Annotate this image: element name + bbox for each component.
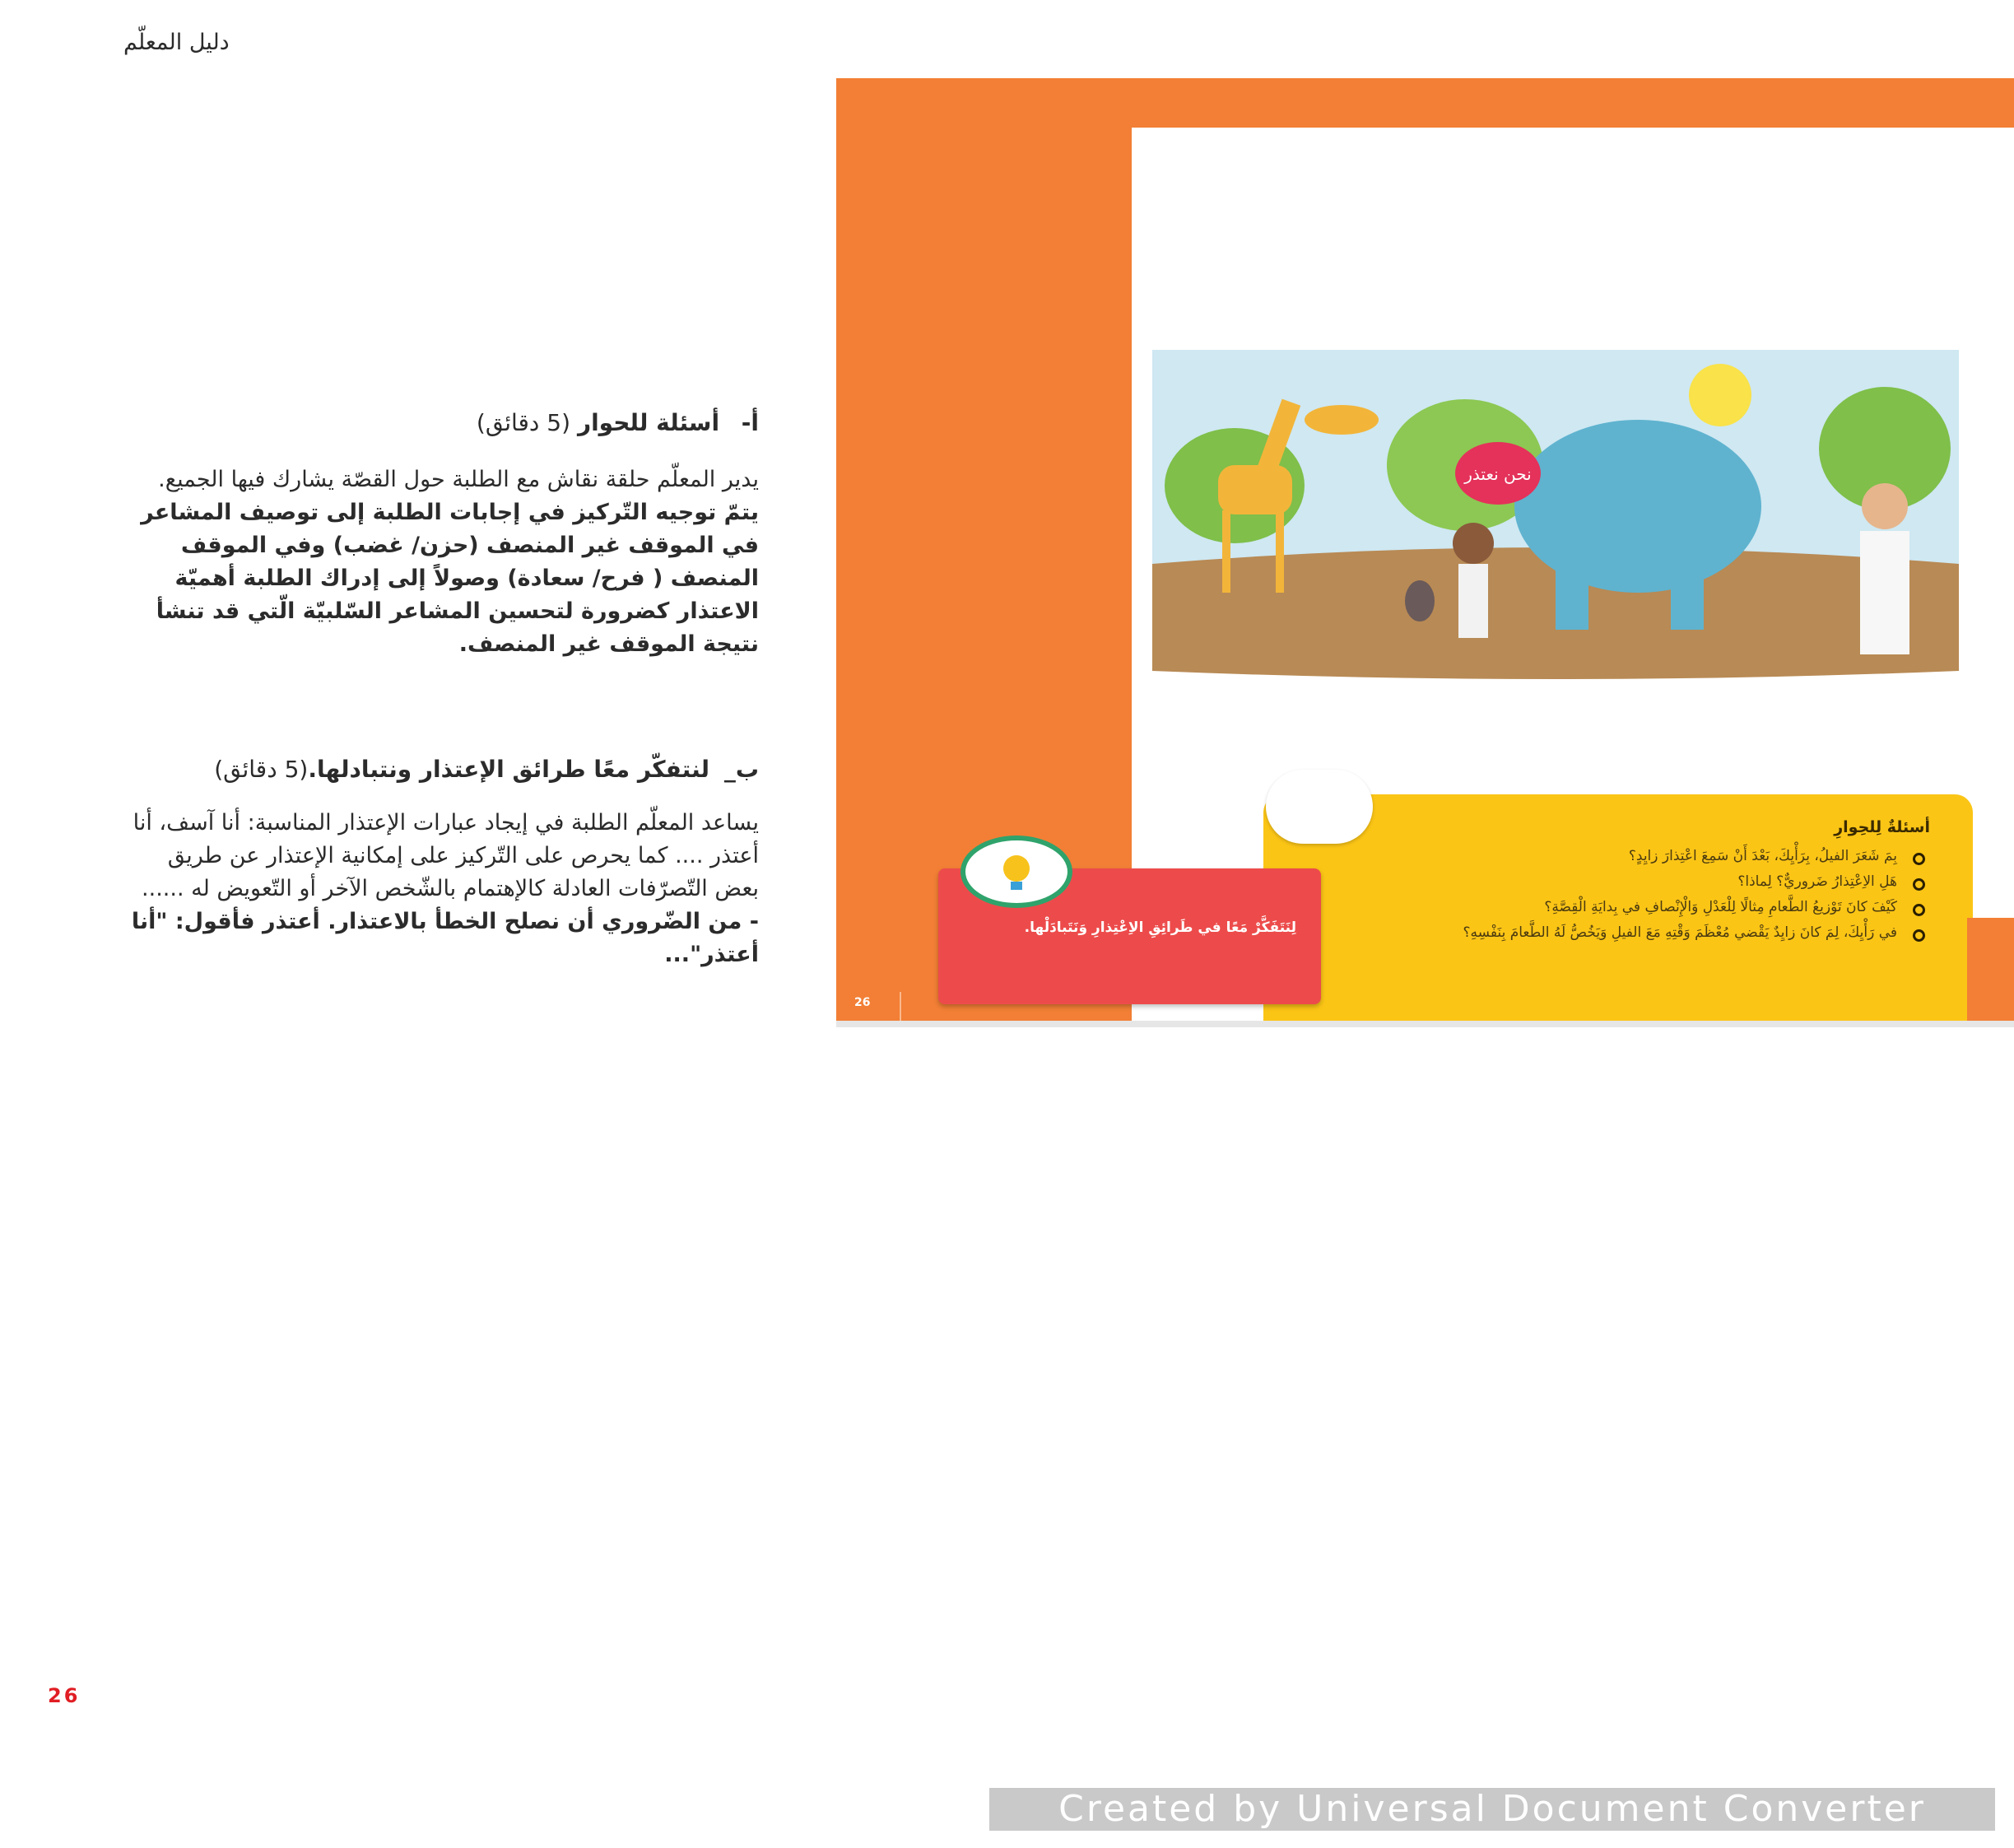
- section-a-heading: [125, 409, 759, 436]
- section-b-title: لنتفكّر معًا طرائق الإعتذار ونتبادلها.: [308, 756, 710, 783]
- book-page-shadow: [836, 1021, 2014, 1027]
- section-b-bold-paragraph: - من الضّروري أن نصلح الخطأ بالاعتذار. أعتذر فأقول: "أنا أعتذر"...: [131, 909, 759, 967]
- father-icon: [1860, 483, 1909, 654]
- section-a-intro: يدير المعلّم حلقة نقاش مع الطلبة حول القصّة يشارك فيها الجميع.: [158, 467, 759, 492]
- section-a-duration: (5 دقائق): [476, 409, 571, 436]
- lightbulb-icon: [960, 836, 1072, 908]
- section-b-heading: [125, 756, 759, 783]
- section-b-duration: (5 دقائق): [214, 756, 309, 783]
- page-number: 26: [48, 1684, 81, 1707]
- question-item: هَلِ الاِعْتِذارُ ضَروريٌّ؟ لِماذا؟: [1267, 869, 1930, 895]
- rabbit-icon: [1405, 580, 1435, 621]
- questions-list: [1267, 844, 1930, 946]
- speech-bubble-text: نحن نعتذر: [1464, 464, 1532, 484]
- questions-title: أسئلةٌ لِلحِوارِ: [1834, 818, 1930, 836]
- sun-icon: [1689, 364, 1751, 426]
- section-a-bold-paragraph: يتمّ توجيه التّركيز في إجابات الطلبة إلى توصيف المشاعر في الموقف غير المنصف (حزن/ غضب) وفي الموقف المنصف ( فرح/ سعادة) وصولاً إلى إدراك الطلبة أهميّة الاعتذار كضرورة لتحسين المشاعر السّلبيّة الّتي قد تنشأ نتيجة الموقف غير المنصف.: [141, 500, 759, 657]
- section-b-paragraph: يساعد المعلّم الطلبة في إيجاد عبارات الإعتذار المناسبة: أنا آسف، أنا أعتذر .... كما يحرص على التّركيز على إمكانية الإعتذار عن طريق بعض التّصرّفات العادلة كالإهتمام بالشّخص الآخر أو التّعويض له ......: [133, 810, 759, 901]
- speech-bubble: [1455, 442, 1541, 505]
- section-b-label: ب_: [723, 756, 759, 783]
- converter-watermark-text: Created by Universal Document Converter: [1058, 1788, 1926, 1830]
- boy-icon: [1453, 523, 1494, 638]
- story-illustration: [1144, 342, 1967, 687]
- book-edge-strip: [1967, 918, 2014, 1025]
- think-together-text: لِنَتَفَكَّرْ مَعًا في طَرائِقِ الاِعْتِذارِ وَنَتَبادَلْها.: [1024, 919, 1296, 936]
- question-item: بِمَ شَعَرَ الفيلُ، بِرَأْيِكَ، بَعْدَ أَنْ سَمِعَ اعْتِذارَ زايِدٍ؟: [1267, 844, 1930, 869]
- section-b-body: [125, 807, 759, 971]
- question-item: في رَأْيِكَ، لِمَ كانَ زايِدٌ يَقْضي مُعْظَمَ وَقْتِهِ مَعَ الفيلِ وَيَخُصُّ لَهُ الطَّعامَ بِنَفْسِهِ؟: [1267, 920, 1930, 946]
- section-a-title: أسئلة للحوار: [577, 409, 720, 436]
- question-item: كَيْفَ كانَ تَوْزيعُ الطَّعامِ مِثالًا لِلْعَدْلِ وَالْإِنْصافِ في بِدايَةِ الْقِصَّةِ؟: [1267, 895, 1930, 920]
- book-page-number: 26: [854, 996, 871, 1009]
- book-page-divider: [900, 992, 901, 1025]
- section-a-label: أ-: [741, 409, 759, 436]
- section-a-body: [125, 463, 759, 661]
- page-header-title: دليل المعلّم: [123, 30, 230, 55]
